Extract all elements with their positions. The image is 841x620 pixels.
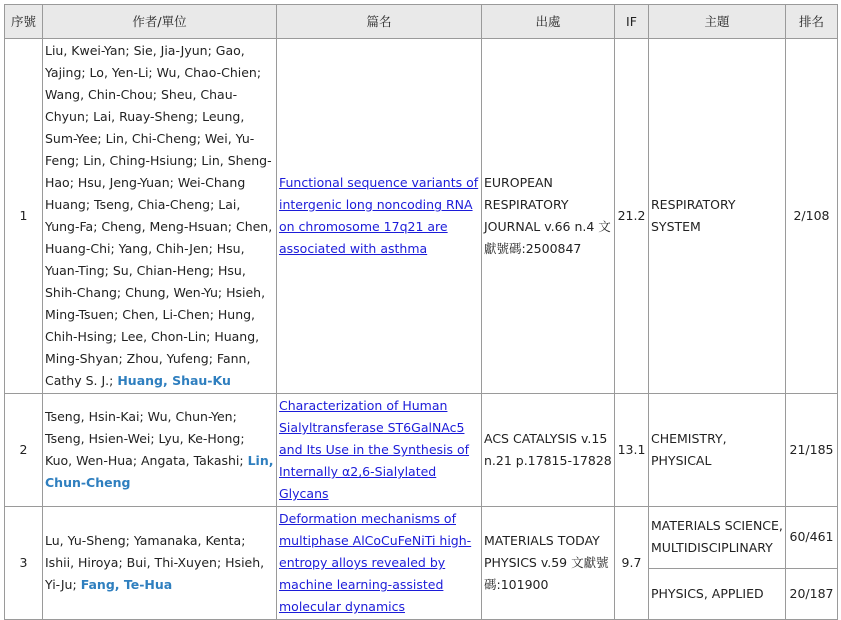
cell-authors: [43, 507, 277, 620]
highlighted-author: Huang, Shau-Ku: [117, 373, 231, 388]
cell-title: [277, 507, 482, 620]
paper-title-link[interactable]: Functional sequence variants of intergenic long noncoding RNA on chromosome 17q21 are associated with asthma: [279, 175, 479, 256]
cell-subject: CHEMISTRY, PHYSICAL: [649, 394, 786, 507]
cell-rank: 2/108: [786, 39, 838, 394]
cell-rank: 20/187: [786, 568, 838, 619]
cell-source: MATERIALS TODAY PHYSICS v.59 文獻號碼:101900: [482, 507, 615, 620]
paper-title-link[interactable]: Deformation mechanisms of multiphase AlCoCuFeNiTi high-entropy alloys revealed by machine learning-assisted molecular dynamics: [279, 511, 472, 614]
header-source: 出處: [482, 5, 615, 39]
publications-table: [4, 4, 838, 620]
highlighted-author: Fang, Te-Hua: [80, 577, 173, 592]
header-title: 篇名: [277, 5, 482, 39]
cell-authors: [43, 39, 277, 394]
authors-list: Liu, Kwei-Yan; Sie, Jia-Jyun; Gao, Yajing; Lo, Yen-Li; Wu, Chao-Chien; Wang, Chin-Chou; Sheu, Chau-Chyun; Lai, Ruay-Sheng; Leung, Sum-Yee; Lin, Chi-Cheng; Wei, Yu-Feng; Lin, Ching-Hsiung; Lin, Sheng-Hao; Hsu, Jeng-Yuan; Wei-Chang Huang; Tseng, Chia-Cheng; Lai, Yung-Fa; Cheng, Meng-Hsuan; Chen, Huang-Chi; Yang, Chih-Jen; Hsu, Yuan-Ting; Su, Chian-Heng; Hsu, Shih-Chang; Chung, Wen-Yu; Hsieh, Ming-Tsuen; Chen, Li-Chen; Hung, Chih-Hsing; Lee, Chon-Lin; Huang, Ming-Shyan; Zhou, Yufeng; Fann, Cathy S. J.;: [45, 43, 273, 388]
cell-title: [277, 394, 482, 507]
cell-if: 21.2: [615, 39, 649, 394]
header-no: 序號: [5, 5, 43, 39]
paper-title-link[interactable]: Characterization of Human Sialyltransferase ST6GalNAc5 and Its Use in the Synthesis of Internally α2,6-Sialylated Glycans: [279, 398, 470, 501]
cell-no: 3: [5, 507, 43, 620]
header-subject: 主題: [649, 5, 786, 39]
cell-subject: MATERIALS SCIENCE, MULTIDISCIPLINARY: [649, 507, 786, 569]
cell-no: 2: [5, 394, 43, 507]
authors-list: Lu, Yu-Sheng; Yamanaka, Kenta; Ishii, Hiroya; Bui, Thi-Xuyen; Hsieh, Yi-Ju;: [45, 533, 265, 592]
cell-title: [277, 39, 482, 394]
cell-if: 13.1: [615, 394, 649, 507]
cell-subject: RESPIRATORY SYSTEM: [649, 39, 786, 394]
header-if: IF: [615, 5, 649, 39]
authors-list: Tseng, Hsin-Kai; Wu, Chun-Yen; Tseng, Hsien-Wei; Lyu, Ke-Hong; Kuo, Wen-Hua; Angata, Takashi;: [45, 409, 245, 468]
table-row: [5, 39, 838, 394]
header-authors: 作者/單位: [43, 5, 277, 39]
cell-source: ACS CATALYSIS v.15 n.21 p.17815-17828: [482, 394, 615, 507]
cell-rank: 21/185: [786, 394, 838, 507]
header-row: [5, 5, 838, 39]
table-row: [5, 394, 838, 507]
cell-no: 1: [5, 39, 43, 394]
header-rank: 排名: [786, 5, 838, 39]
cell-rank: 60/461: [786, 507, 838, 569]
cell-if: 9.7: [615, 507, 649, 620]
highlighted-author: Lin, Chun-Cheng: [45, 453, 274, 490]
cell-subject: PHYSICS, APPLIED: [649, 568, 786, 619]
cell-source: EUROPEAN RESPIRATORY JOURNAL v.66 n.4 文獻號碼:2500847: [482, 39, 615, 394]
table-row: [5, 507, 838, 569]
cell-authors: [43, 394, 277, 507]
